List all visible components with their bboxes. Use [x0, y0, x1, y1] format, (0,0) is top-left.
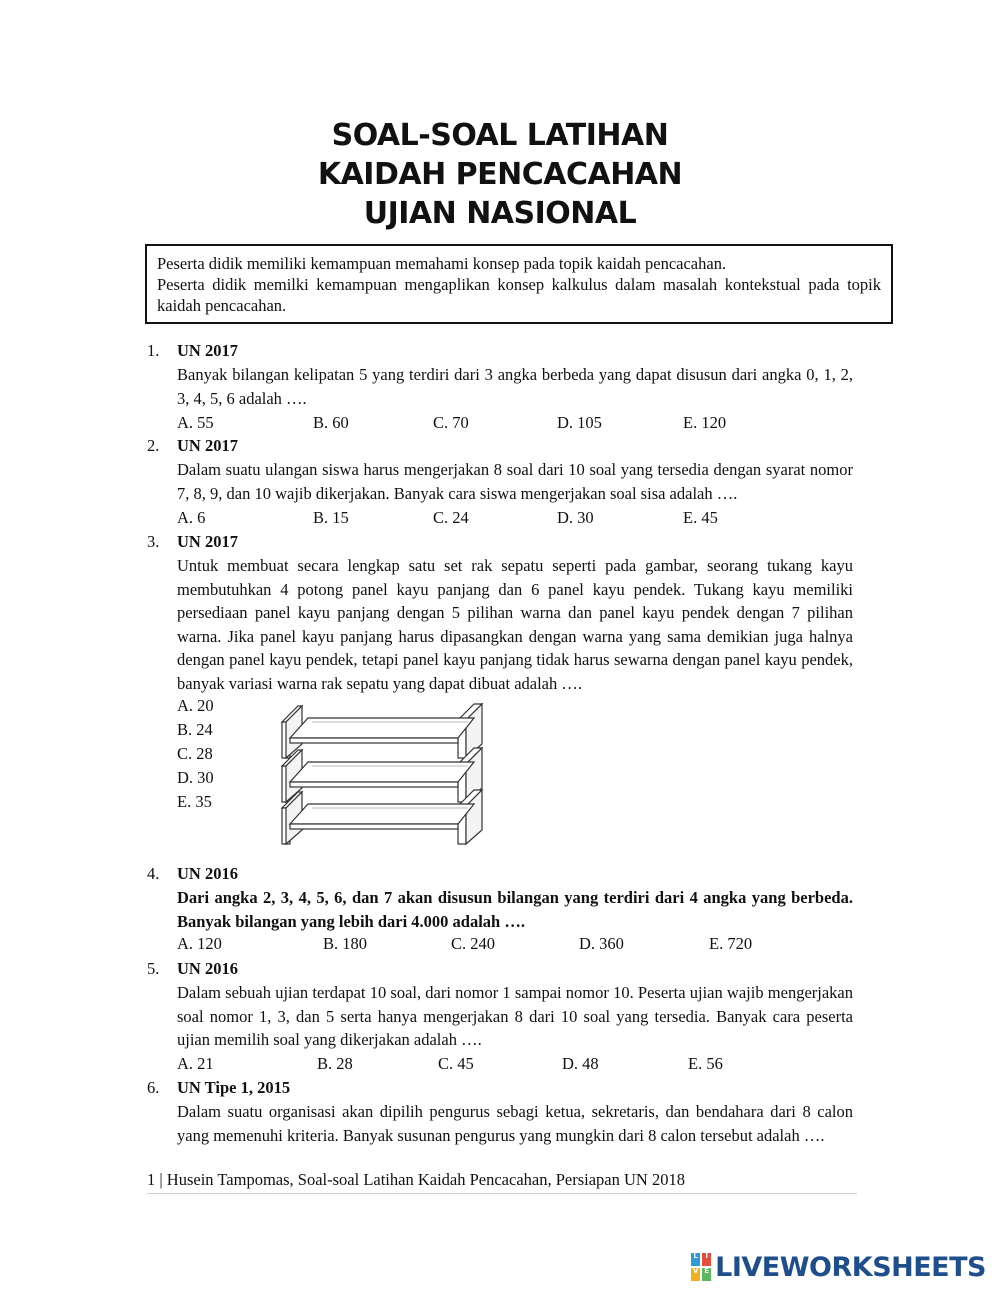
question-source: UN 2017 — [177, 341, 238, 360]
question-number: 2. — [147, 436, 160, 455]
option-e[interactable]: E. 720 — [709, 934, 753, 953]
question-text: Dari angka 2, 3, 4, 5, 6, dan 7 akan disusun bilangan yang terdiri dari 4 angka yang berbeda. Banyak bilangan yang lebih dari 4.000 adalah …. — [177, 888, 853, 931]
question-text: Dalam sebuah ujian terdapat 10 soal, dari nomor 1 sampai nomor 10. Peserta ujian wajib mengerjakan soal nomor 1, 3, dan 5 serta hanya mengerjakan 8 dari 10 soal yang tersedia. Banyak cara peserta ujian memilih soal yang dikerjakan adalah …. — [177, 983, 853, 1049]
option-e[interactable]: E. 35 — [177, 792, 212, 811]
option-d[interactable]: D. 30 — [177, 768, 214, 787]
question-text: Dalam suatu ulangan siswa harus mengerjakan 8 soal dari 10 soal yang tersedia dengan syarat nomor 7, 8, 9, dan 10 wajib dikerjakan. Banyak cara siswa mengerjakan soal sisa adalah …. — [177, 460, 853, 503]
option-a[interactable]: A. 6 — [177, 508, 206, 527]
option-b[interactable]: B. 15 — [313, 508, 349, 527]
option-c[interactable]: C. 45 — [438, 1054, 474, 1073]
answer-options — [177, 1052, 853, 1076]
option-a[interactable]: A. 120 — [177, 934, 222, 953]
option-b[interactable]: B. 28 — [317, 1054, 353, 1073]
question-source: UN 2016 — [177, 959, 238, 978]
question-number: 3. — [147, 532, 160, 551]
question-number: 5. — [147, 959, 160, 978]
question-text: Dalam suatu organisasi akan dipilih pengurus sebagi ketua, sekretaris, dan bendahara dari 8 calon yang memenuhi kriteria. Banyak susunan pengurus yang mungkin dari 8 calon tersebut adalah …. — [177, 1102, 853, 1145]
question-source: UN 2016 — [177, 864, 238, 883]
title-line-2: KAIDAH PENCACAHAN — [317, 157, 683, 192]
page-footer: 1 | Husein Tampomas, Soal-soal Latihan Kaidah Pencacahan, Persiapan UN 2018 — [147, 1170, 857, 1194]
question-text: Untuk membuat secara lengkap satu set rak sepatu seperti pada gambar, seorang tukang kayu membutuhkan 4 potong panel kayu panjang dan 6 panel kayu pendek. Tukang kayu memiliki persediaan panel kayu panjang dengan 5 pilihan warna dan panel kayu pendek dengan 7 pilihan warna. Jika panel kayu panjang harus dipasangkan dengan warna yang sama demikian juga halnya dengan panel kayu pendek, tetapi panel kayu panjang tidak harus sewarna dengan panel kayu pendek, banyak variasi warna rak sepatu yang dapat dibuat adalah …. — [177, 556, 853, 693]
question-source: UN 2017 — [177, 436, 238, 455]
option-c[interactable]: C. 240 — [451, 934, 496, 953]
option-a[interactable]: A. 21 — [177, 1054, 214, 1073]
question-source: UN Tipe 1, 2015 — [177, 1078, 291, 1097]
logo-letter: V — [691, 1268, 700, 1281]
answer-options — [177, 506, 853, 530]
logo-letter: L — [691, 1253, 700, 1266]
question-text: Banyak bilangan kelipatan 5 yang terdiri dari 3 angka berbeda yang dapat disusun dari angka 0, 1, 2, 3, 4, 5, 6 adalah …. — [177, 365, 853, 408]
option-d[interactable]: D. 360 — [579, 934, 624, 953]
title-line-1: SOAL-SOAL LATIHAN — [331, 118, 669, 153]
shoe-rack-illustration — [278, 700, 488, 850]
option-e[interactable]: E. 45 — [683, 508, 718, 527]
option-e[interactable]: E. 56 — [688, 1054, 723, 1073]
learning-objectives-box — [145, 244, 893, 324]
option-b[interactable]: B. 180 — [323, 934, 368, 953]
question-source: UN 2017 — [177, 532, 238, 551]
option-d[interactable]: D. 48 — [562, 1054, 599, 1073]
option-b[interactable]: B. 60 — [313, 413, 349, 432]
option-a[interactable]: A. 55 — [177, 413, 214, 432]
answer-options — [177, 694, 214, 814]
objective-2: Peserta didik memilki kemampuan mengaplikan konsep kalkulus dalam masalah kontekstual pada topik kaidah pencacahan. — [157, 275, 881, 315]
option-d[interactable]: D. 105 — [557, 413, 602, 432]
objective-1: Peserta didik memiliki kemampuan memahami konsep pada topik kaidah pencacahan. — [157, 254, 727, 273]
liveworksheets-logo-icon — [691, 1253, 711, 1281]
option-c[interactable]: C. 24 — [433, 508, 469, 527]
answer-options — [177, 932, 853, 956]
option-e[interactable]: E. 120 — [683, 413, 727, 432]
document-title — [0, 116, 1000, 233]
brand-name: LIVEWORKSHEETS — [715, 1251, 986, 1283]
question-number: 4. — [147, 864, 160, 883]
option-c[interactable]: C. 28 — [177, 744, 213, 763]
answer-options — [177, 411, 853, 435]
option-c[interactable]: C. 70 — [433, 413, 469, 432]
option-d[interactable]: D. 30 — [557, 508, 594, 527]
logo-letter: I — [702, 1253, 711, 1266]
question-number: 6. — [147, 1078, 160, 1097]
option-a[interactable]: A. 20 — [177, 696, 214, 715]
logo-letter: E — [702, 1268, 711, 1281]
question-number: 1. — [147, 341, 160, 360]
liveworksheets-brand[interactable] — [691, 1250, 986, 1284]
title-line-3: UJIAN NASIONAL — [363, 196, 637, 231]
option-b[interactable]: B. 24 — [177, 720, 213, 739]
